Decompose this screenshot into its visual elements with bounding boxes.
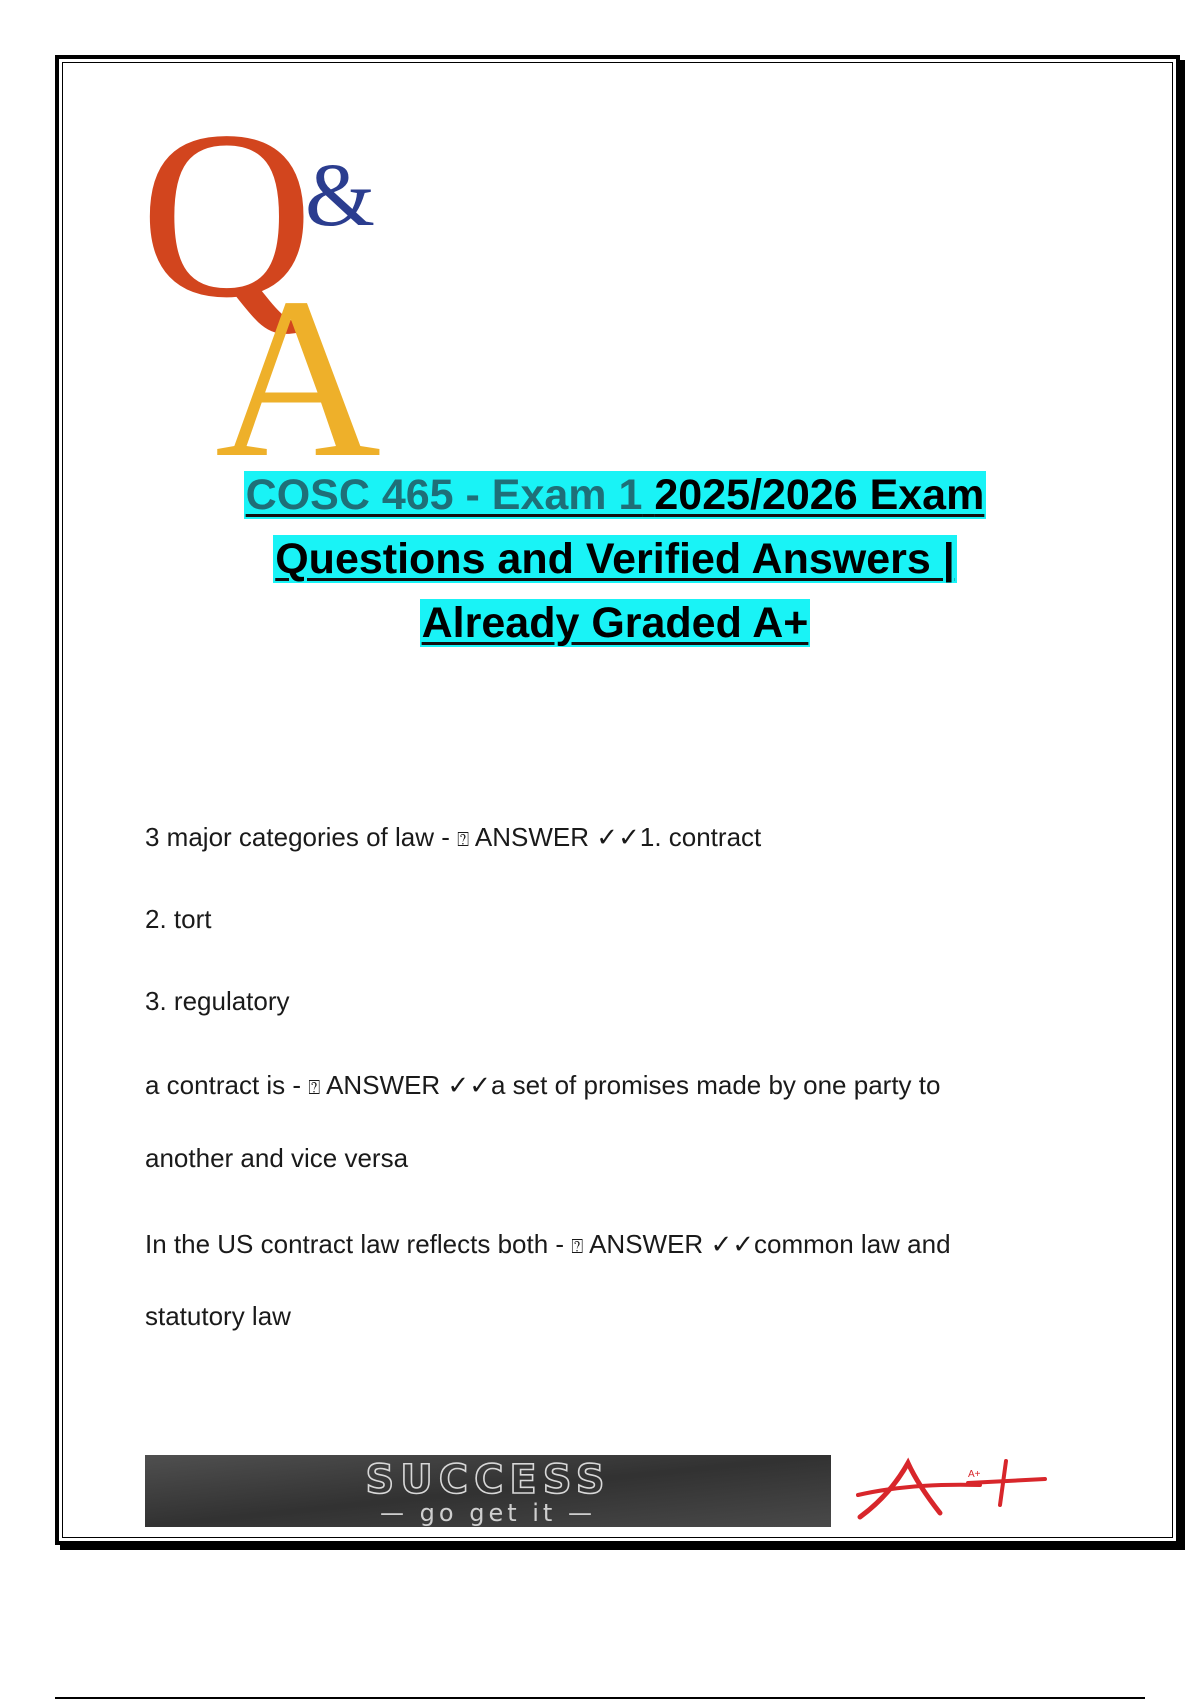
qa-logo-icon [140, 75, 440, 465]
banner-sub: — go get it — [380, 1499, 596, 1527]
qa-item [145, 820, 1065, 856]
success-banner-image [145, 1455, 831, 1527]
title-line-1 [120, 470, 1110, 520]
title-year: 2025/2026 Exam [654, 471, 985, 519]
logo-q: Q [140, 81, 314, 347]
answer-label: ANSWER [320, 1070, 448, 1100]
title-line-2-text: Questions and Verified Answers | [275, 535, 955, 583]
qa-list [145, 820, 1065, 1333]
answer-marker-icon: ⍰ [308, 1075, 321, 1099]
question-text: a contract is - [145, 1070, 309, 1100]
answer-text: a set of promises made by one party to [491, 1070, 941, 1100]
title-line-3-text: Already Graded A+ [421, 599, 809, 647]
qa-item [145, 1227, 1065, 1263]
answer-continuation: statutory law [145, 1301, 291, 1331]
check-icon: ✓✓ [710, 1230, 755, 1260]
answer-marker-icon: ⍰ [571, 1234, 584, 1258]
a-plus-text: A+ [968, 1469, 981, 1480]
question-text: In the US contract law reflects both - [145, 1229, 572, 1259]
logo-a: A [215, 250, 382, 465]
title-line-2 [120, 534, 1110, 584]
title-course: COSC 465 - Exam 1 [245, 471, 643, 519]
check-icon: ✓✓ [447, 1071, 491, 1101]
answer-continuation: another and vice versa [145, 1143, 409, 1173]
bottom-divider [55, 1697, 1145, 1699]
answer-text: 1. contract [639, 822, 762, 852]
answer-continuation: 3. regulatory [145, 986, 290, 1016]
answer-label: ANSWER [469, 822, 597, 852]
document-title [120, 470, 1110, 662]
check-icon: ✓✓ [596, 823, 640, 853]
question-text: 3 major categories of law - [145, 822, 458, 852]
title-line-3 [120, 598, 1110, 648]
answer-continuation: 2. tort [145, 904, 212, 934]
answer-text: common law and [754, 1229, 951, 1259]
a-plus-stamp-icon [850, 1455, 1060, 1527]
logo-amp: & [305, 146, 376, 245]
qa-item [145, 1068, 1065, 1104]
banner-word: SUCCESS [365, 1457, 611, 1503]
answer-label: ANSWER [583, 1229, 711, 1259]
answer-marker-icon: ⍰ [457, 827, 470, 851]
